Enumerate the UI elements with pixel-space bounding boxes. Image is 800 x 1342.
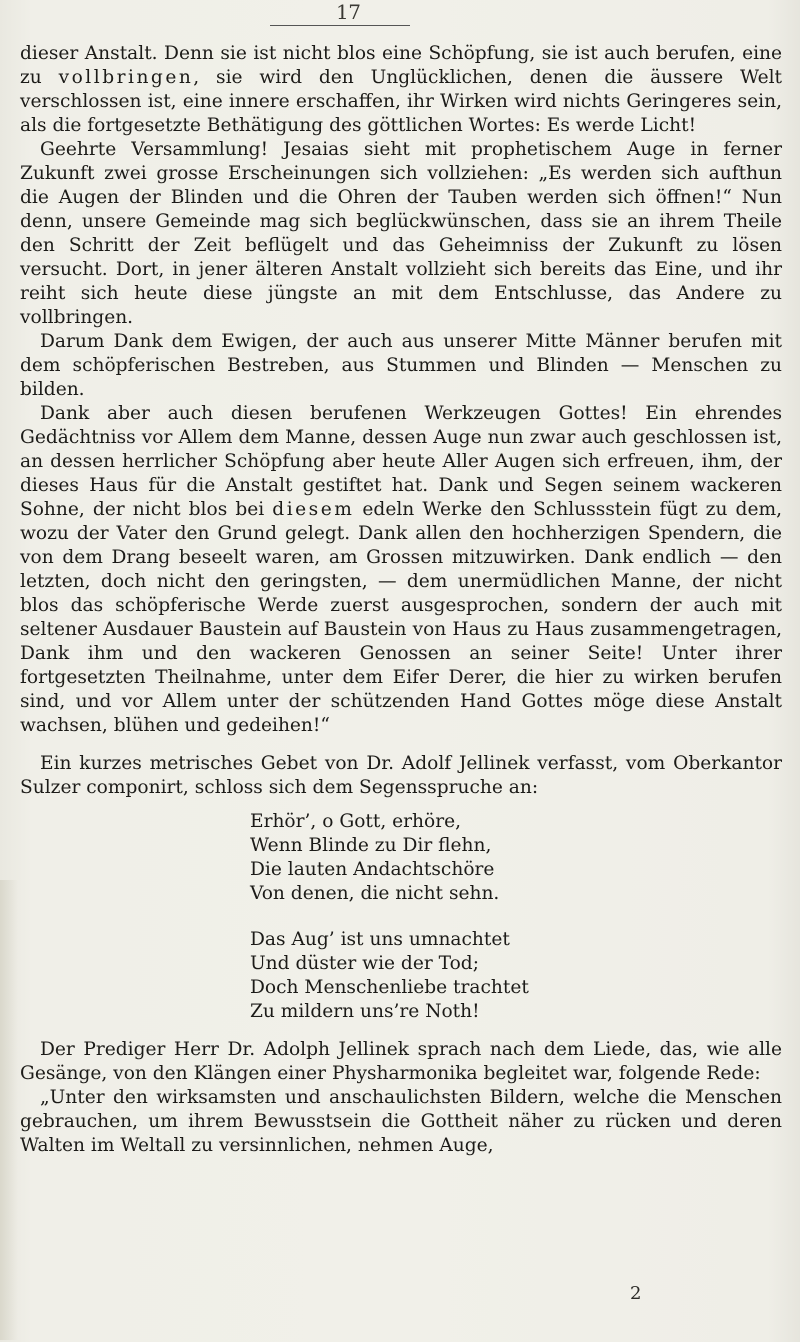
- paragraph-1: [20, 42, 782, 138]
- text-segment: Dank aber auch diesen berufenen Werkzeugen Gottes! Ein ehrendes Gedächtniss vor Allem dem Manne, dessen Auge nun zwar auch geschlossen ist, an dessen herrlicher Schöpfung aber heute Aller Augen sich erfreuen, ihm, der dieses Haus für die Anstalt gestiftet hat. Dank und Segen seinem wackeren Sohne, der nicht blos bei: [20, 403, 782, 520]
- poem-verse: Von denen, die nicht sehn.: [250, 883, 500, 904]
- paragraph-2: [20, 138, 782, 330]
- paragraph-5: [20, 752, 782, 800]
- text-segment: dieser Anstalt. Denn sie ist nicht blos eine Schöpfung, sie ist auch berufen, eine zu: [20, 43, 782, 88]
- paragraph-3: [20, 330, 782, 402]
- page-edge-shadow: [0, 880, 18, 1340]
- text-segment: Der Prediger Herr Dr. Adolph Jellinek sprach nach dem Liede, das, wie alle Gesänge, von den Klängen einer Physharmonika begleitet war, folgende Rede:: [20, 1039, 782, 1084]
- text-segment: „Unter den wirksamsten und anschaulichsten Bildern, welche die Menschen gebrauchen, um ihrem Bewusstsein die Gottheit näher zu rücken und deren Walten im Weltall zu versinnlichen, nehmen Auge,: [20, 1087, 782, 1156]
- paragraph-6: [20, 1038, 782, 1086]
- body-text: [20, 42, 782, 1158]
- poem-stanza-2: [250, 928, 782, 1024]
- poem-verse: Und düster wie der Tod;: [250, 953, 479, 974]
- paragraph-4: [20, 402, 782, 738]
- poem-stanza-1: [250, 810, 782, 906]
- poem-verse: Das Aug’ ist uns umnachtet: [250, 929, 510, 950]
- text-segment: edeln Werke den Schlussstein fügt zu dem, wozu der Vater den Grund gelegt. Dank allen den hochherzigen Spendern, die von dem Drang beseelt waren, am Grossen mitzuwirken. Dank endlich — den letzten, doch nicht den geringsten, — dem unermüdlichen Manne, der nicht blos das schöpferische Werde zuerst ausgesprochen, sondern der auch mit seltener Ausdauer Baustein auf Baustein von Haus zu Haus zusammengetragen, Dank ihm und den wackeren Genossen an seiner Seite! Unter ihrer fortgesetzten Theilnahme, unter dem Eifer Derer, die hier zu wirken berufen sind, und vor Allem unter der schützenden Hand Gottes möge diese Anstalt wachsen, blühen und gedeihen!“: [20, 499, 782, 736]
- hymn-poem: [250, 810, 782, 1024]
- spaced-emphasis: vollbringen: [58, 67, 194, 88]
- poem-verse: Zu mildern uns’re Noth!: [250, 1001, 480, 1022]
- poem-verse: Die lauten Andachtschöre: [250, 859, 495, 880]
- spaced-emphasis: diesem: [272, 499, 355, 520]
- text-segment: , sie wird den Unglücklichen, denen die äussere Welt verschlossen ist, eine innere erschaffen, ihr Wirken wird nichts Geringeres sein, als die fortgesetzte Bethätigung des göttlichen Wortes: Es werde Licht!: [20, 67, 782, 136]
- text-segment: Darum Dank dem Ewigen, der auch aus unserer Mitte Männer berufen mit dem schöpferischen Bestreben, aus Stummen und Blinden — Menschen zu bilden.: [20, 331, 782, 400]
- page-number: 17: [270, 0, 410, 26]
- poem-verse: Erhör’, o Gott, erhöre,: [250, 811, 462, 832]
- text-segment: Ein kurzes metrisches Gebet von Dr. Adolf Jellinek verfasst, vom Oberkantor Sulzer componirt, schloss sich dem Segensspruche an:: [20, 753, 782, 798]
- signature-catchword: 2: [630, 1283, 642, 1304]
- poem-verse: Doch Menschenliebe trachtet: [250, 977, 529, 998]
- poem-verse: Wenn Blinde zu Dir flehn,: [250, 835, 492, 856]
- text-segment: Geehrte Versammlung! Jesaias sieht mit prophetischem Auge in ferner Zukunft zwei grosse Erscheinungen sich vollziehen: „Es werden sich aufthun die Augen der Blinden und die Ohren der Tauben werden sich öffnen!“ Nun denn, unsere Gemeinde mag sich beglückwünschen, dass sie an ihrem Theile den Schritt der Zeit beflügelt und das Geheimniss der Zukunft zu lösen versucht. Dort, in jener älteren Anstalt vollzieht sich bereits das Eine, und ihr reiht sich heute diese jüngste an mit dem Entschlusse, das Andere zu vollbringen.: [20, 139, 782, 328]
- paragraph-7: [20, 1086, 782, 1158]
